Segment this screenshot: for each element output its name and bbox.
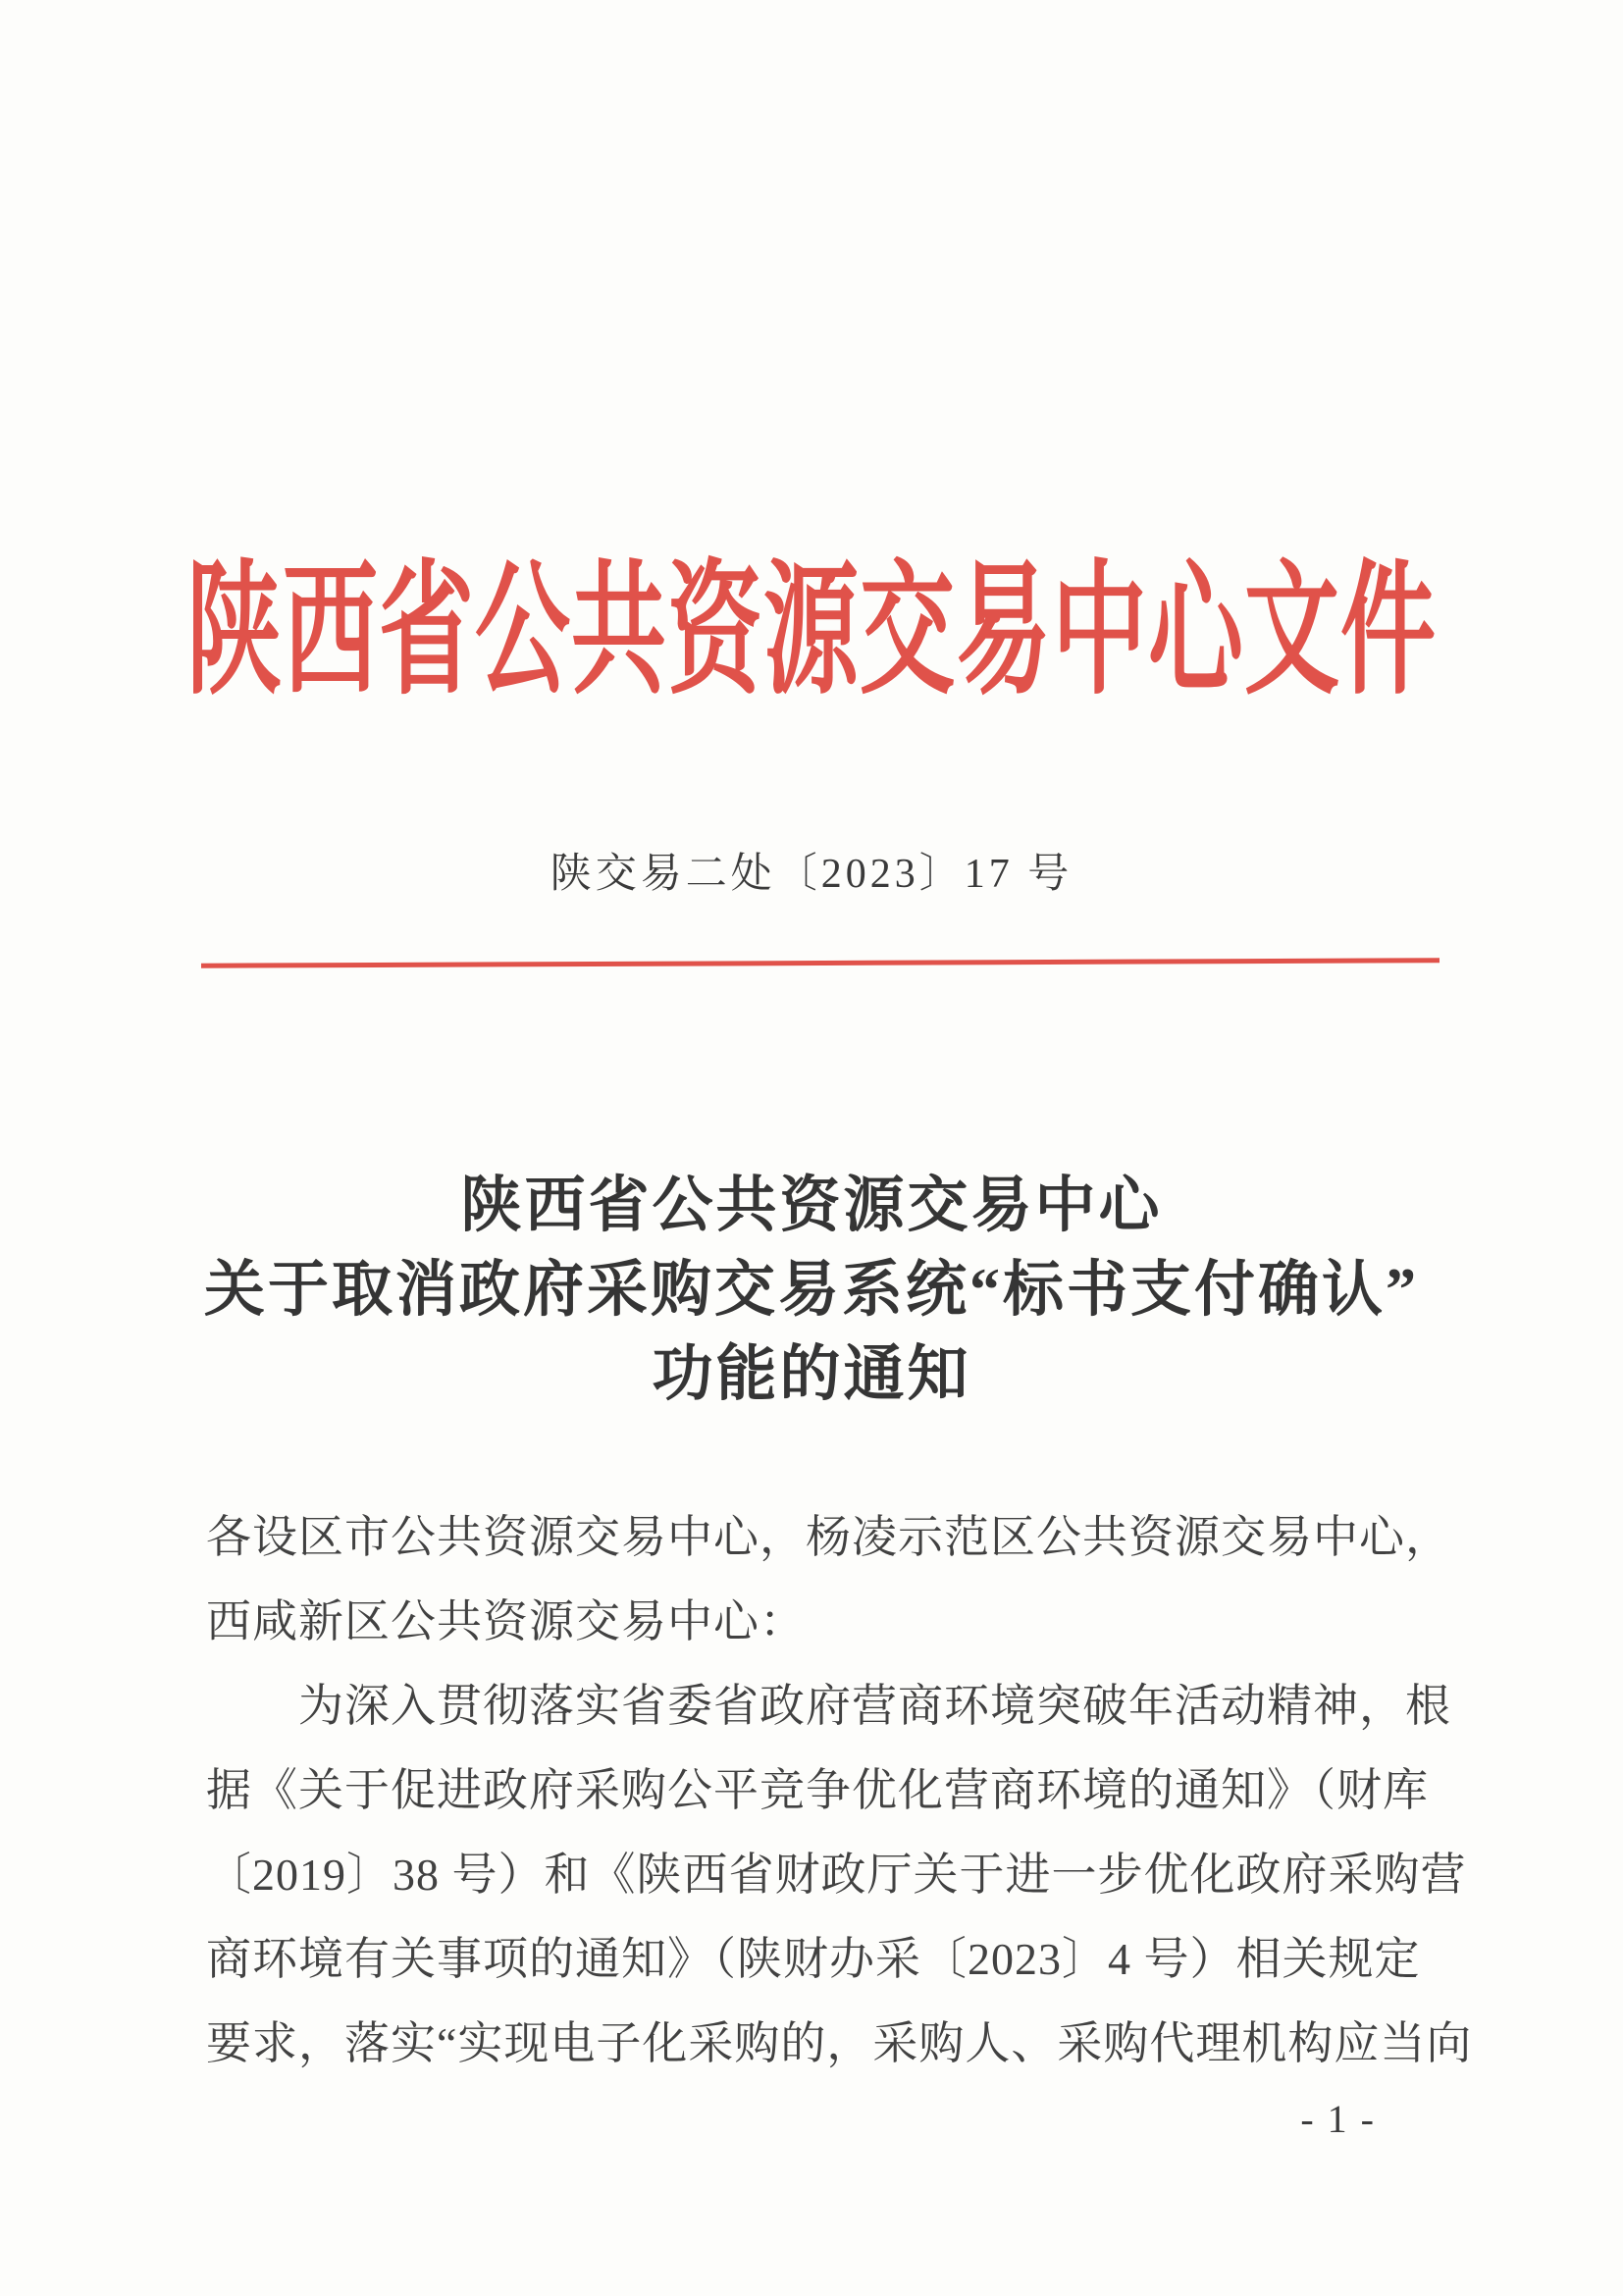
- page-number: - 1 -: [1300, 2097, 1376, 2141]
- body-line-salutation-2: 西咸新区公共资源交易中心：: [206, 1596, 806, 1646]
- notice-title-line-1: 陕西省公共资源交易中心: [460, 1173, 1163, 1239]
- body-line-salutation-1: 各设区市公共资源交易中心，杨凌示范区公共资源交易中心，: [206, 1512, 1451, 1562]
- red-divider-rule: [201, 958, 1440, 968]
- notice-title: [0, 1164, 1623, 1417]
- body-line-paragraph-5: 要求，落实“实现电子化采购的，采购人、采购代理机构应当向: [206, 2018, 1473, 2068]
- notice-title-line-3: 功能的通知: [652, 1341, 971, 1408]
- notice-body: [206, 1495, 1473, 2086]
- body-line-paragraph-1: 为深入贯彻落实省委省政府营商环境突破年活动精神，根: [206, 1681, 1451, 1731]
- body-line-paragraph-2: 据《关于促进政府采购公平竞争优化营商环境的通知》（财库: [206, 1765, 1429, 1815]
- body-line-paragraph-4: 商环境有关事项的通知》（陕财办采〔2023〕4 号）相关规定: [206, 1934, 1421, 1984]
- letterhead-title: 陕西省公共资源交易中心文件: [186, 551, 1437, 712]
- document-reference-number: 陕交易二处〔2023〕17 号: [550, 852, 1073, 897]
- notice-title-line-2: 关于取消政府采购交易系统“标书支付确认”: [203, 1257, 1419, 1324]
- body-line-paragraph-3: 〔2019〕38 号）和《陕西省财政厅关于进一步优化政府采购营: [206, 1850, 1467, 1900]
